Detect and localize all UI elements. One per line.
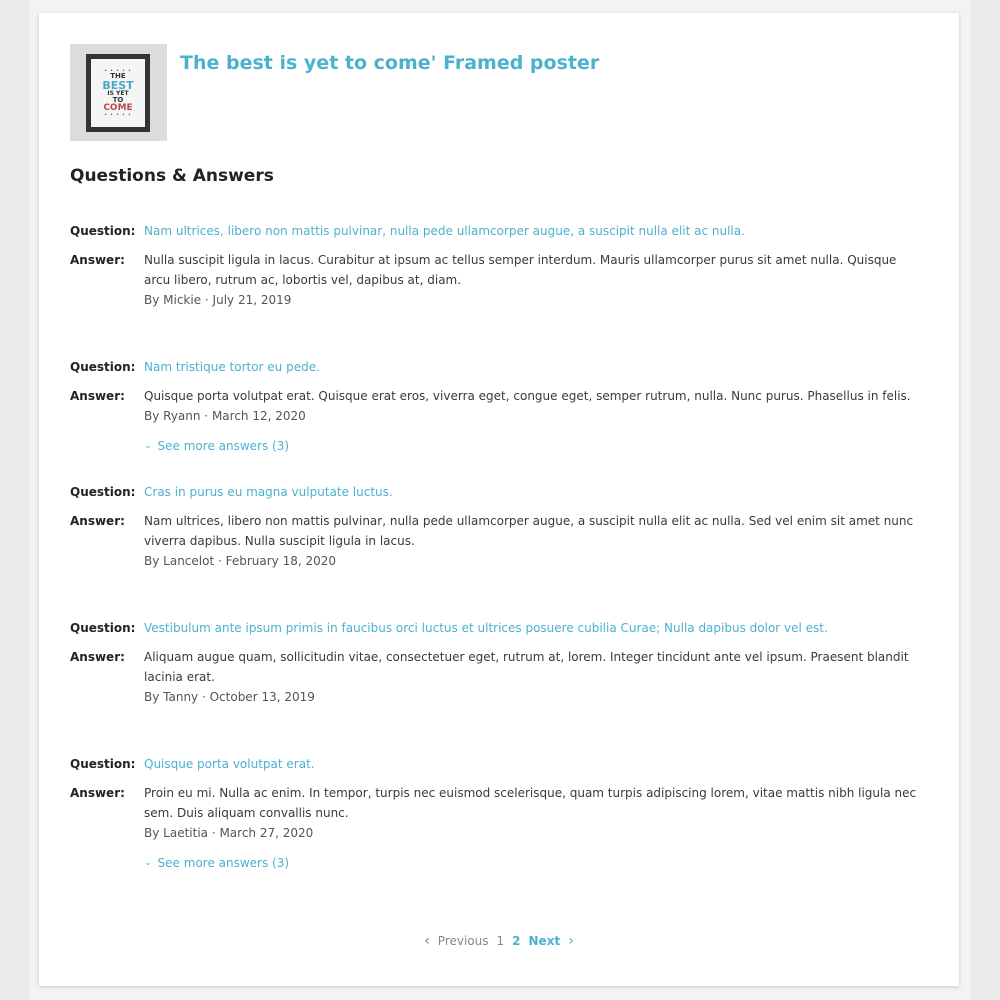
question-label: Question: xyxy=(70,621,136,635)
poster-word: IS YET xyxy=(107,90,129,97)
answer-meta: By Tanny · October 13, 2019 xyxy=(144,690,315,704)
answer-meta: By Lancelot · February 18, 2020 xyxy=(144,554,337,568)
previous-page-link[interactable]: Previous xyxy=(437,934,489,948)
answer-label: Answer: xyxy=(70,786,125,800)
answer-text: Proin eu mi. Nulla ac enim. In tempor, turpis nec euismod scelerisque, quam turpis adipiscing lorem, vitae mattis nibh ligula nec sem. Duis aliquam convallis nunc. xyxy=(144,786,917,820)
qa-list xyxy=(70,221,930,873)
poster-word: THE xyxy=(110,72,126,80)
qa-item xyxy=(70,482,930,571)
qa-heading: Questions & Answers xyxy=(70,166,274,186)
poster-frame xyxy=(86,54,150,132)
question-text[interactable]: Cras in purus eu magna vulputate luctus. xyxy=(144,485,393,499)
product-header xyxy=(70,44,599,141)
poster-word: BEST xyxy=(102,79,134,92)
question-text[interactable]: Nam ultrices, libero non mattis pulvinar, nulla pede ullamcorper augue, a suscipit nulla elit ac nulla. xyxy=(144,224,745,238)
next-page-link[interactable]: Next xyxy=(528,934,561,948)
question-label: Question: xyxy=(70,757,136,771)
question-text[interactable]: Quisque porta volutpat erat. xyxy=(144,757,315,771)
qa-item xyxy=(70,618,930,707)
see-more-answers-button[interactable] xyxy=(144,436,289,456)
answer-label: Answer: xyxy=(70,253,125,267)
chevron-down-icon: ⌄ xyxy=(144,441,152,451)
chevron-down-icon: ⌄ xyxy=(144,858,152,868)
question-label: Question: xyxy=(70,485,136,499)
qa-item xyxy=(70,357,930,456)
see-more-answers-button[interactable] xyxy=(144,853,289,873)
chevron-left-icon[interactable]: ‹ xyxy=(424,933,430,949)
answer-text: Aliquam augue quam, sollicitudin vitae, consectetuer eget, rutrum at, lorem. Integer tincidunt ante vel ipsum. Praesent blandit lacinia erat. xyxy=(144,650,909,684)
qa-card xyxy=(39,13,959,986)
question-label: Question: xyxy=(70,360,136,374)
pagination xyxy=(39,933,959,949)
answer-meta: By Laetitia · March 27, 2020 xyxy=(144,826,314,840)
qa-item xyxy=(70,221,930,310)
answer-label: Answer: xyxy=(70,389,125,403)
chevron-right-icon[interactable]: › xyxy=(568,933,574,949)
question-label: Question: xyxy=(70,224,136,238)
answer-text: Nam ultrices, libero non mattis pulvinar, nulla pede ullamcorper augue, a suscipit nulla elit ac nulla. Sed vel enim sit amet nunc viverra dapibus. Nulla suscipit ligula in lacus. xyxy=(144,514,914,548)
qa-item xyxy=(70,754,930,873)
question-text[interactable]: Vestibulum ante ipsum primis in faucibus orci luctus et ultrices posuere cubilia Curae; Nulla dapibus dolor vel est. xyxy=(144,621,828,635)
product-title-link[interactable]: The best is yet to come' Framed poster xyxy=(180,52,600,74)
answer-meta: By Mickie · July 21, 2019 xyxy=(144,293,292,307)
poster-word: COME xyxy=(103,103,133,113)
see-more-label: See more answers (3) xyxy=(157,856,290,870)
page-2-link[interactable]: 2 xyxy=(512,934,521,948)
poster-art: • • • • • THE BEST IS YET TO COME • • • • • xyxy=(91,59,145,127)
see-more-label: See more answers (3) xyxy=(157,439,290,453)
answer-label: Answer: xyxy=(70,650,125,664)
page-1: 1 xyxy=(496,934,505,948)
answer-text: Quisque porta volutpat erat. Quisque erat eros, viverra eget, congue eget, semper rutrum, nulla. Nunc purus. Phasellus in felis. xyxy=(144,389,911,403)
answer-label: Answer: xyxy=(70,514,125,528)
answer-text: Nulla suscipit ligula in lacus. Curabitur at ipsum ac tellus semper interdum. Mauris ullamcorper purus sit amet nulla. Quisque arcu libero, rutrum ac, lobortis vel, dapibus at, diam. xyxy=(144,253,897,287)
product-thumbnail[interactable] xyxy=(70,44,167,141)
question-text[interactable]: Nam tristique tortor eu pede. xyxy=(144,360,320,374)
poster-word: TO xyxy=(112,96,124,104)
answer-meta: By Ryann · March 12, 2020 xyxy=(144,409,306,423)
